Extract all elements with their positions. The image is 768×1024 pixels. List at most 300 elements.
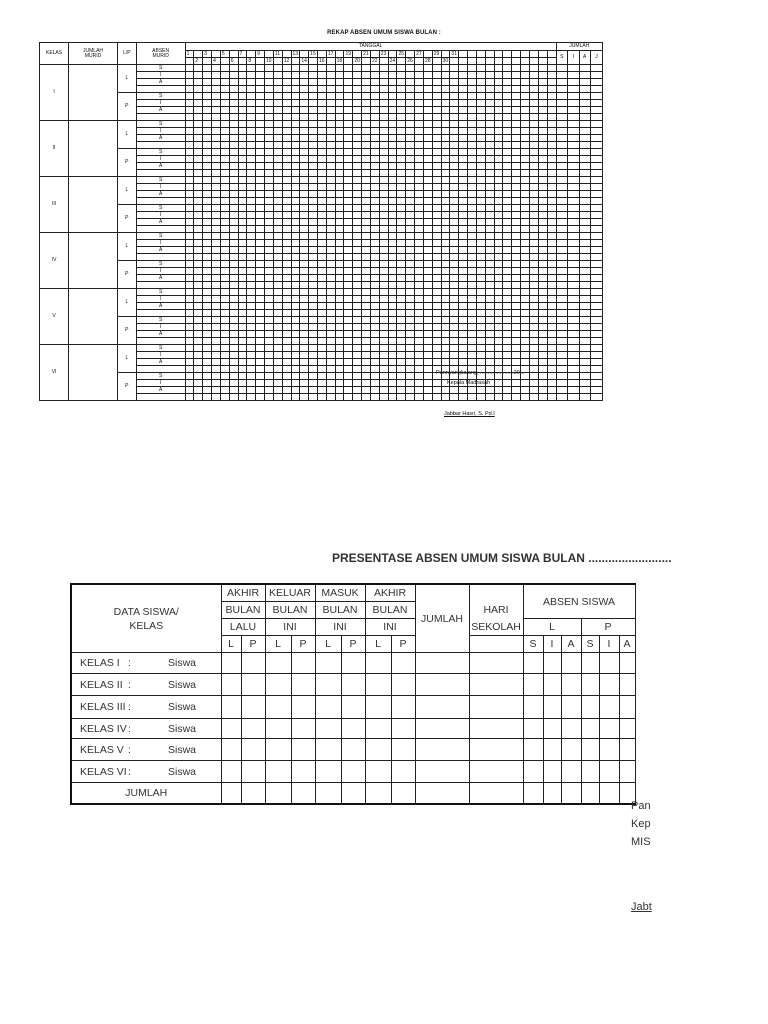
grid-cell (441, 177, 450, 184)
grid-cell (485, 289, 494, 296)
grid-cell (579, 114, 590, 121)
grid-cell (406, 247, 415, 254)
grid-cell (203, 282, 212, 289)
data-cell (415, 719, 469, 739)
grid-cell (512, 205, 521, 212)
gender-label: P (117, 93, 136, 121)
grid-cell (318, 226, 327, 233)
grid-cell (432, 359, 441, 366)
grid-cell (212, 254, 221, 261)
grid-cell (238, 275, 247, 282)
grid-cell (415, 65, 424, 72)
grid-cell (406, 394, 415, 401)
grid-cell (282, 93, 291, 100)
grid-cell (397, 324, 406, 331)
grid-cell (309, 331, 318, 338)
grid-cell (238, 282, 247, 289)
grid-cell (388, 170, 397, 177)
grid-cell (318, 324, 327, 331)
grid-cell (229, 212, 238, 219)
grid-cell (353, 226, 362, 233)
grid-cell (335, 254, 344, 261)
header-lp-p: P (391, 636, 415, 653)
grid-cell (415, 121, 424, 128)
grid-cell (529, 324, 538, 331)
grid-cell (512, 310, 521, 317)
grid-cell (273, 170, 282, 177)
grid-cell (579, 373, 590, 380)
grid-cell (512, 247, 521, 254)
grid-cell (450, 394, 459, 401)
grid-cell (450, 205, 459, 212)
day-number-odd: 31 (451, 50, 457, 57)
data-cell (241, 761, 265, 783)
grid-cell (468, 359, 477, 366)
grid-cell (326, 366, 335, 373)
grid-cell (579, 296, 590, 303)
grid-cell (185, 163, 194, 170)
grid-cell (326, 170, 335, 177)
grid-cell (568, 331, 579, 338)
grid-cell (503, 247, 512, 254)
grid-cell (568, 359, 579, 366)
grid-cell (556, 93, 567, 100)
grid-cell (247, 352, 256, 359)
grid-cell (326, 65, 335, 72)
grid-cell (556, 352, 567, 359)
grid-cell (529, 261, 538, 268)
grid-cell (529, 373, 538, 380)
grid-cell (256, 198, 265, 205)
grid-cell (521, 331, 530, 338)
grid-cell (432, 142, 441, 149)
data-cell (619, 696, 635, 719)
data-cell (581, 696, 599, 719)
grid-cell (335, 345, 344, 352)
grid-cell (459, 163, 468, 170)
grid-cell (459, 289, 468, 296)
grid-cell (194, 86, 203, 93)
grid-cell (203, 289, 212, 296)
grid-cell (212, 170, 221, 177)
grid-cell (265, 254, 274, 261)
grid-cell (300, 149, 309, 156)
grid-cell (485, 79, 494, 86)
data-cell (291, 719, 315, 739)
grid-cell (379, 233, 388, 240)
grid-cell (468, 310, 477, 317)
grid-cell (212, 345, 221, 352)
recap-signature-place-date: Pannyangkalang, ......................20... (436, 370, 525, 376)
grid-cell (529, 366, 538, 373)
grid-cell (300, 254, 309, 261)
grid-cell (468, 275, 477, 282)
header-jumlah: JUMLAH (415, 584, 469, 653)
grid-cell (547, 135, 556, 142)
grid-cell (256, 107, 265, 114)
grid-cell (362, 191, 371, 198)
grid-cell (185, 373, 194, 380)
grid-cell (203, 366, 212, 373)
data-cell (619, 674, 635, 696)
grid-cell (318, 65, 327, 72)
grid-cell (256, 310, 265, 317)
grid-cell (476, 135, 485, 142)
data-cell (391, 674, 415, 696)
grid-cell (344, 114, 353, 121)
grid-cell (309, 191, 318, 198)
grid-cell (538, 359, 547, 366)
grid-cell (476, 282, 485, 289)
grid-cell (370, 268, 379, 275)
data-cell (469, 696, 523, 719)
grid-cell (326, 163, 335, 170)
grid-cell (282, 275, 291, 282)
grid-cell (547, 324, 556, 331)
grid-cell (194, 149, 203, 156)
header-absen-murid-line1: ABSEN (152, 47, 170, 54)
grid-cell (344, 177, 353, 184)
grid-cell (265, 212, 274, 219)
grid-cell (450, 86, 459, 93)
grid-cell (468, 191, 477, 198)
grid-cell (476, 387, 485, 394)
grid-cell (256, 205, 265, 212)
grid-cell (450, 345, 459, 352)
grid-cell (379, 163, 388, 170)
kelas-label: V (40, 289, 69, 345)
header-code-i: I (543, 636, 561, 653)
grid-cell (344, 275, 353, 282)
grid-cell (556, 261, 567, 268)
data-cell (599, 674, 619, 696)
grid-cell (432, 114, 441, 121)
grid-cell (353, 394, 362, 401)
grid-cell (247, 226, 256, 233)
grid-cell (238, 359, 247, 366)
grid-cell (291, 324, 300, 331)
grid-cell (220, 261, 229, 268)
grid-cell (185, 191, 194, 198)
grid-cell (415, 205, 424, 212)
grid-cell (568, 156, 579, 163)
grid-cell (397, 212, 406, 219)
grid-cell (459, 79, 468, 86)
grid-cell (335, 275, 344, 282)
grid-cell (353, 65, 362, 72)
grid-cell (476, 128, 485, 135)
grid-cell (485, 303, 494, 310)
grid-cell (476, 254, 485, 261)
grid-cell (547, 394, 556, 401)
grid-cell (194, 205, 203, 212)
grid-cell (406, 226, 415, 233)
grid-cell (291, 261, 300, 268)
grid-cell (256, 191, 265, 198)
day-number-odd: 3 (203, 51, 212, 58)
grid-cell (370, 170, 379, 177)
grid-cell (379, 93, 388, 100)
grid-cell (379, 366, 388, 373)
grid-cell (415, 100, 424, 107)
grid-cell (415, 219, 424, 226)
grid-cell (247, 247, 256, 254)
grid-cell (512, 170, 521, 177)
grid-cell (300, 240, 309, 247)
grid-cell (220, 219, 229, 226)
grid-cell (300, 79, 309, 86)
grid-cell (579, 254, 590, 261)
grid-cell (590, 65, 602, 72)
grid-cell (300, 373, 309, 380)
kelas-label: II (40, 121, 69, 177)
grid-cell (415, 296, 424, 303)
grid-cell (238, 373, 247, 380)
grid-cell (309, 282, 318, 289)
grid-cell (512, 121, 521, 128)
grid-cell (229, 184, 238, 191)
grid-cell (291, 177, 300, 184)
day-number-odd: 27 (416, 50, 422, 57)
grid-cell (282, 324, 291, 331)
grid-cell (521, 387, 530, 394)
grid-cell (538, 100, 547, 107)
grid-cell (247, 380, 256, 387)
grid-cell (494, 226, 503, 233)
grid-cell (194, 142, 203, 149)
grid-cell (362, 79, 371, 86)
grid-cell (529, 72, 538, 79)
grid-cell (203, 296, 212, 303)
grid-cell (556, 128, 567, 135)
grid-cell (185, 170, 194, 177)
grid-cell (194, 324, 203, 331)
grid-cell (468, 163, 477, 170)
grid-cell (476, 142, 485, 149)
grid-cell (203, 338, 212, 345)
grid-cell (512, 58, 521, 65)
data-cell (619, 739, 635, 761)
grid-cell (556, 310, 567, 317)
grid-cell (353, 79, 362, 86)
grid-cell (282, 233, 291, 240)
grid-cell (212, 86, 221, 93)
grid-cell (397, 100, 406, 107)
grid-cell (212, 135, 221, 142)
grid-cell (326, 79, 335, 86)
grid-cell (353, 282, 362, 289)
data-cell (291, 761, 315, 783)
grid-cell (468, 317, 477, 324)
grid-cell (362, 324, 371, 331)
grid-cell (265, 324, 274, 331)
grid-cell (247, 177, 256, 184)
grid-cell (441, 72, 450, 79)
grid-cell (590, 114, 602, 121)
jumlah-murid-cell (69, 177, 118, 233)
grid-cell (590, 93, 602, 100)
grid-cell (282, 282, 291, 289)
grid-cell (397, 72, 406, 79)
grid-cell (529, 156, 538, 163)
grid-cell (579, 226, 590, 233)
header-jumlah-murid-line2: MURID (84, 52, 102, 59)
grid-cell (291, 149, 300, 156)
grid-cell (273, 226, 282, 233)
grid-cell (521, 121, 530, 128)
class-row-label (71, 696, 221, 719)
grid-cell (344, 387, 353, 394)
grid-cell (538, 317, 547, 324)
grid-cell (397, 338, 406, 345)
grid-cell (335, 72, 344, 79)
grid-cell (309, 233, 318, 240)
class-unit: Siswa (168, 765, 197, 778)
grid-cell (494, 380, 503, 387)
grid-cell (247, 128, 256, 135)
grid-cell (229, 72, 238, 79)
grid-cell (556, 205, 567, 212)
grid-cell (397, 128, 406, 135)
absence-code: A (136, 275, 185, 282)
grid-cell (579, 310, 590, 317)
grid-cell (247, 387, 256, 394)
grid-cell (318, 331, 327, 338)
grid-cell (397, 177, 406, 184)
grid-cell (388, 366, 397, 373)
grid-cell (282, 198, 291, 205)
grid-cell (273, 324, 282, 331)
grid-cell (547, 240, 556, 247)
grid-cell (568, 268, 579, 275)
grid-cell (300, 219, 309, 226)
grid-cell (185, 331, 194, 338)
grid-cell (185, 345, 194, 352)
grid-cell (291, 275, 300, 282)
grid-cell (185, 352, 194, 359)
grid-cell (423, 205, 432, 212)
grid-cell (300, 142, 309, 149)
grid-cell (441, 107, 450, 114)
grid-cell (256, 296, 265, 303)
grid-cell (379, 170, 388, 177)
grid-cell (503, 254, 512, 261)
grid-cell (335, 240, 344, 247)
grid-cell (212, 366, 221, 373)
grid-cell (370, 219, 379, 226)
grid-cell (459, 394, 468, 401)
grid-cell (450, 226, 459, 233)
grid-cell (220, 170, 229, 177)
grid-cell (494, 317, 503, 324)
grid-cell (300, 93, 309, 100)
grid-cell (344, 142, 353, 149)
grid-cell (247, 205, 256, 212)
grid-cell (291, 72, 300, 79)
absence-code: I (136, 72, 185, 79)
grid-cell (538, 142, 547, 149)
grid-cell (194, 212, 203, 219)
grid-cell (282, 100, 291, 107)
grid-cell (485, 338, 494, 345)
grid-cell (212, 338, 221, 345)
grid-cell (529, 100, 538, 107)
grid-cell (212, 387, 221, 394)
grid-cell (256, 247, 265, 254)
grid-cell (194, 114, 203, 121)
grid-cell (590, 261, 602, 268)
grid-cell (265, 331, 274, 338)
grid-cell (256, 380, 265, 387)
grid-cell (415, 72, 424, 79)
absence-code: A (136, 303, 185, 310)
grid-cell (300, 268, 309, 275)
grid-cell (529, 394, 538, 401)
percentage-signature-school-fragment: MIS (631, 836, 651, 848)
grid-cell (529, 247, 538, 254)
grid-cell (459, 310, 468, 317)
grid-cell (503, 142, 512, 149)
grid-cell (353, 156, 362, 163)
data-cell (365, 739, 391, 761)
grid-cell (238, 135, 247, 142)
grid-cell (590, 289, 602, 296)
grid-cell (494, 289, 503, 296)
grid-cell (379, 387, 388, 394)
grid-cell (423, 184, 432, 191)
grid-cell (282, 79, 291, 86)
grid-cell (362, 93, 371, 100)
grid-cell (538, 310, 547, 317)
grid-cell (459, 170, 468, 177)
grid-cell (579, 247, 590, 254)
grid-cell (300, 366, 309, 373)
grid-cell (291, 380, 300, 387)
grid-cell (521, 394, 530, 401)
grid-cell (441, 212, 450, 219)
percentage-signature-place-fragment: Pan (631, 800, 651, 812)
data-cell (291, 739, 315, 761)
grid-cell (415, 142, 424, 149)
grid-cell (326, 72, 335, 79)
absence-code: A (136, 191, 185, 198)
grid-cell (379, 331, 388, 338)
grid-cell (590, 366, 602, 373)
grid-cell (388, 149, 397, 156)
grid-cell (441, 352, 450, 359)
grid-cell (300, 282, 309, 289)
grid-cell (450, 268, 459, 275)
grid-cell (194, 177, 203, 184)
grid-cell (370, 240, 379, 247)
grid-cell (273, 275, 282, 282)
grid-cell (406, 366, 415, 373)
grid-cell (203, 114, 212, 121)
grid-cell (362, 331, 371, 338)
grid-cell (485, 275, 494, 282)
grid-cell (406, 296, 415, 303)
grid-cell (212, 198, 221, 205)
grid-cell (397, 107, 406, 114)
grid-cell (265, 261, 274, 268)
grid-cell (265, 114, 274, 121)
grid-cell (229, 177, 238, 184)
grid-cell (220, 65, 229, 72)
data-cell (341, 696, 365, 719)
data-cell (619, 653, 635, 674)
grid-cell (590, 156, 602, 163)
grid-cell (309, 163, 318, 170)
